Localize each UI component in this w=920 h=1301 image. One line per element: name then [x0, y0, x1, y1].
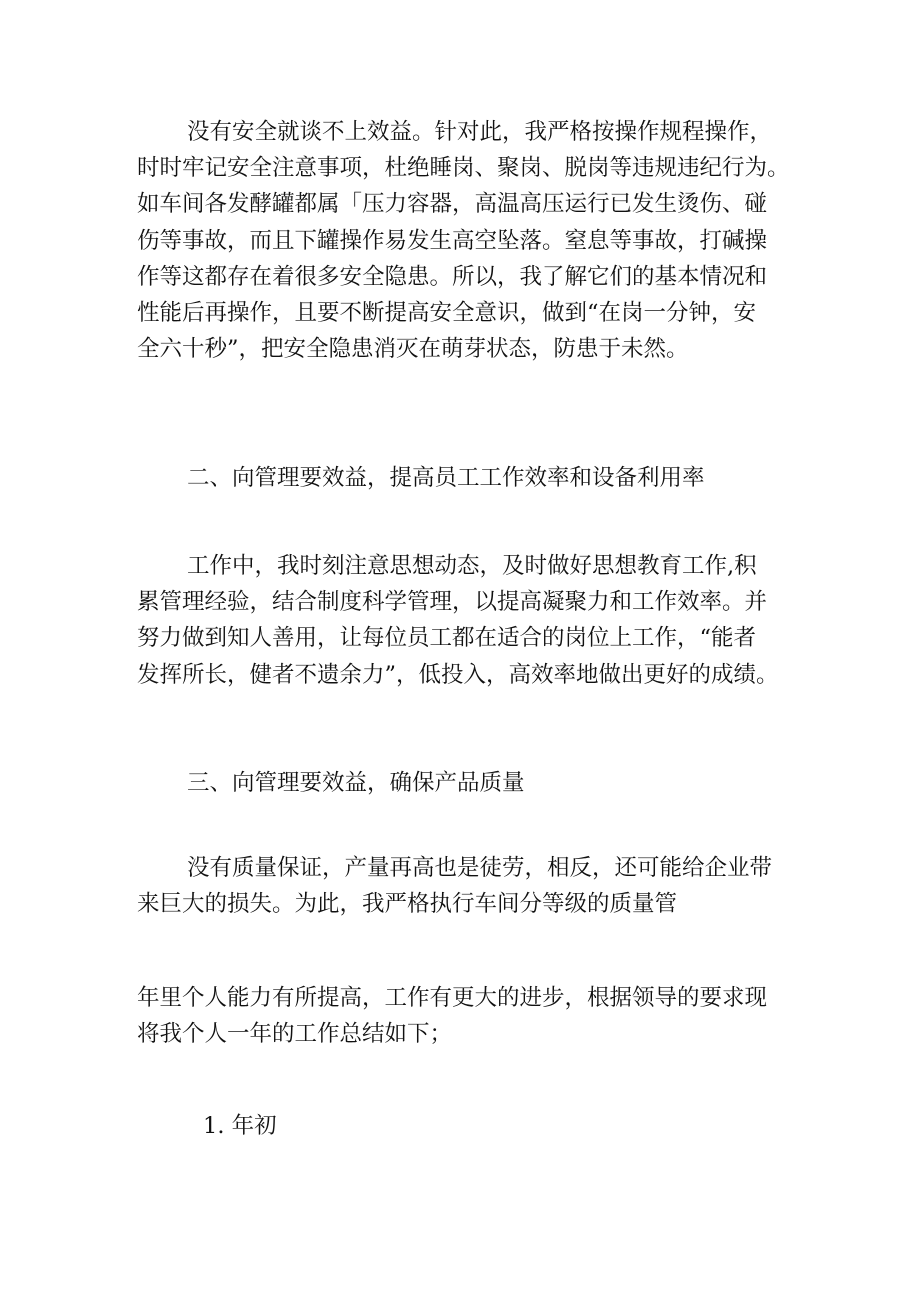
list-item-year-start [137, 1108, 787, 1144]
text-line: 没有安全就谈不上效益。针对此，我严格按操作规程操作， [187, 119, 773, 145]
text-line: 全六十秒”，把安全隐患消灭在萌芽状态，防患于未然。 [137, 336, 689, 363]
paragraph-quality [137, 850, 787, 922]
text-line: 来巨大的损失。为此，我严格执行车间分等级的质量管 [137, 891, 678, 918]
text-line: 工作中，我时刻注意思想动态，及时做好思想教育工作,积 [187, 553, 757, 579]
text-line: 如车间各发酵罐都属「压力容器，高温高压运行已发生烫伤、碰 [137, 191, 768, 218]
heading-text: 三、向管理要效益，确保产品质量 [187, 770, 525, 796]
text-line: 时时牢记安全注意事项，杜绝睡岗、聚岗、脱岗等违规违纪行为。 [137, 155, 790, 182]
text-line: 年里个人能力有所提高，工作有更大的进步，根据领导的要求现 [137, 985, 768, 1011]
list-item-text: 1. 年初 [203, 1113, 277, 1139]
section-heading-efficiency [137, 460, 787, 496]
paragraph-summary-intro [137, 980, 787, 1052]
paragraph-safety [137, 114, 790, 367]
text-line: 作等这都存在着很多安全隐患。所以，我了解它们的基本情况和 [137, 263, 768, 290]
text-line: 发挥所长，健者不遗余力”，低投入，高效率地做出更好的成绩。 [137, 661, 779, 688]
text-line: 将我个人一年的工作总结如下； [137, 1021, 453, 1048]
heading-text: 二、向管理要效益，提高员工工作效率和设备利用率 [187, 465, 705, 491]
text-line: 没有质量保证，产量再高也是徒劳，相反，还可能给企业带 [187, 855, 773, 881]
paragraph-management [137, 548, 787, 693]
text-line: 累管理经验，结合制度科学管理，以提高凝聚力和工作效率。并 [137, 589, 768, 616]
text-line: 努力做到知人善用，让每位员工都在适合的岗位上工作，“能者 [137, 625, 757, 652]
section-heading-quality [137, 765, 787, 801]
text-line: 伤等事故，而且下罐操作易发生高空坠落。窒息等事故，打碱操 [137, 227, 768, 254]
text-line: 性能后再操作，且要不断提高安全意识，做到“在岗一分钟，安 [137, 300, 757, 327]
